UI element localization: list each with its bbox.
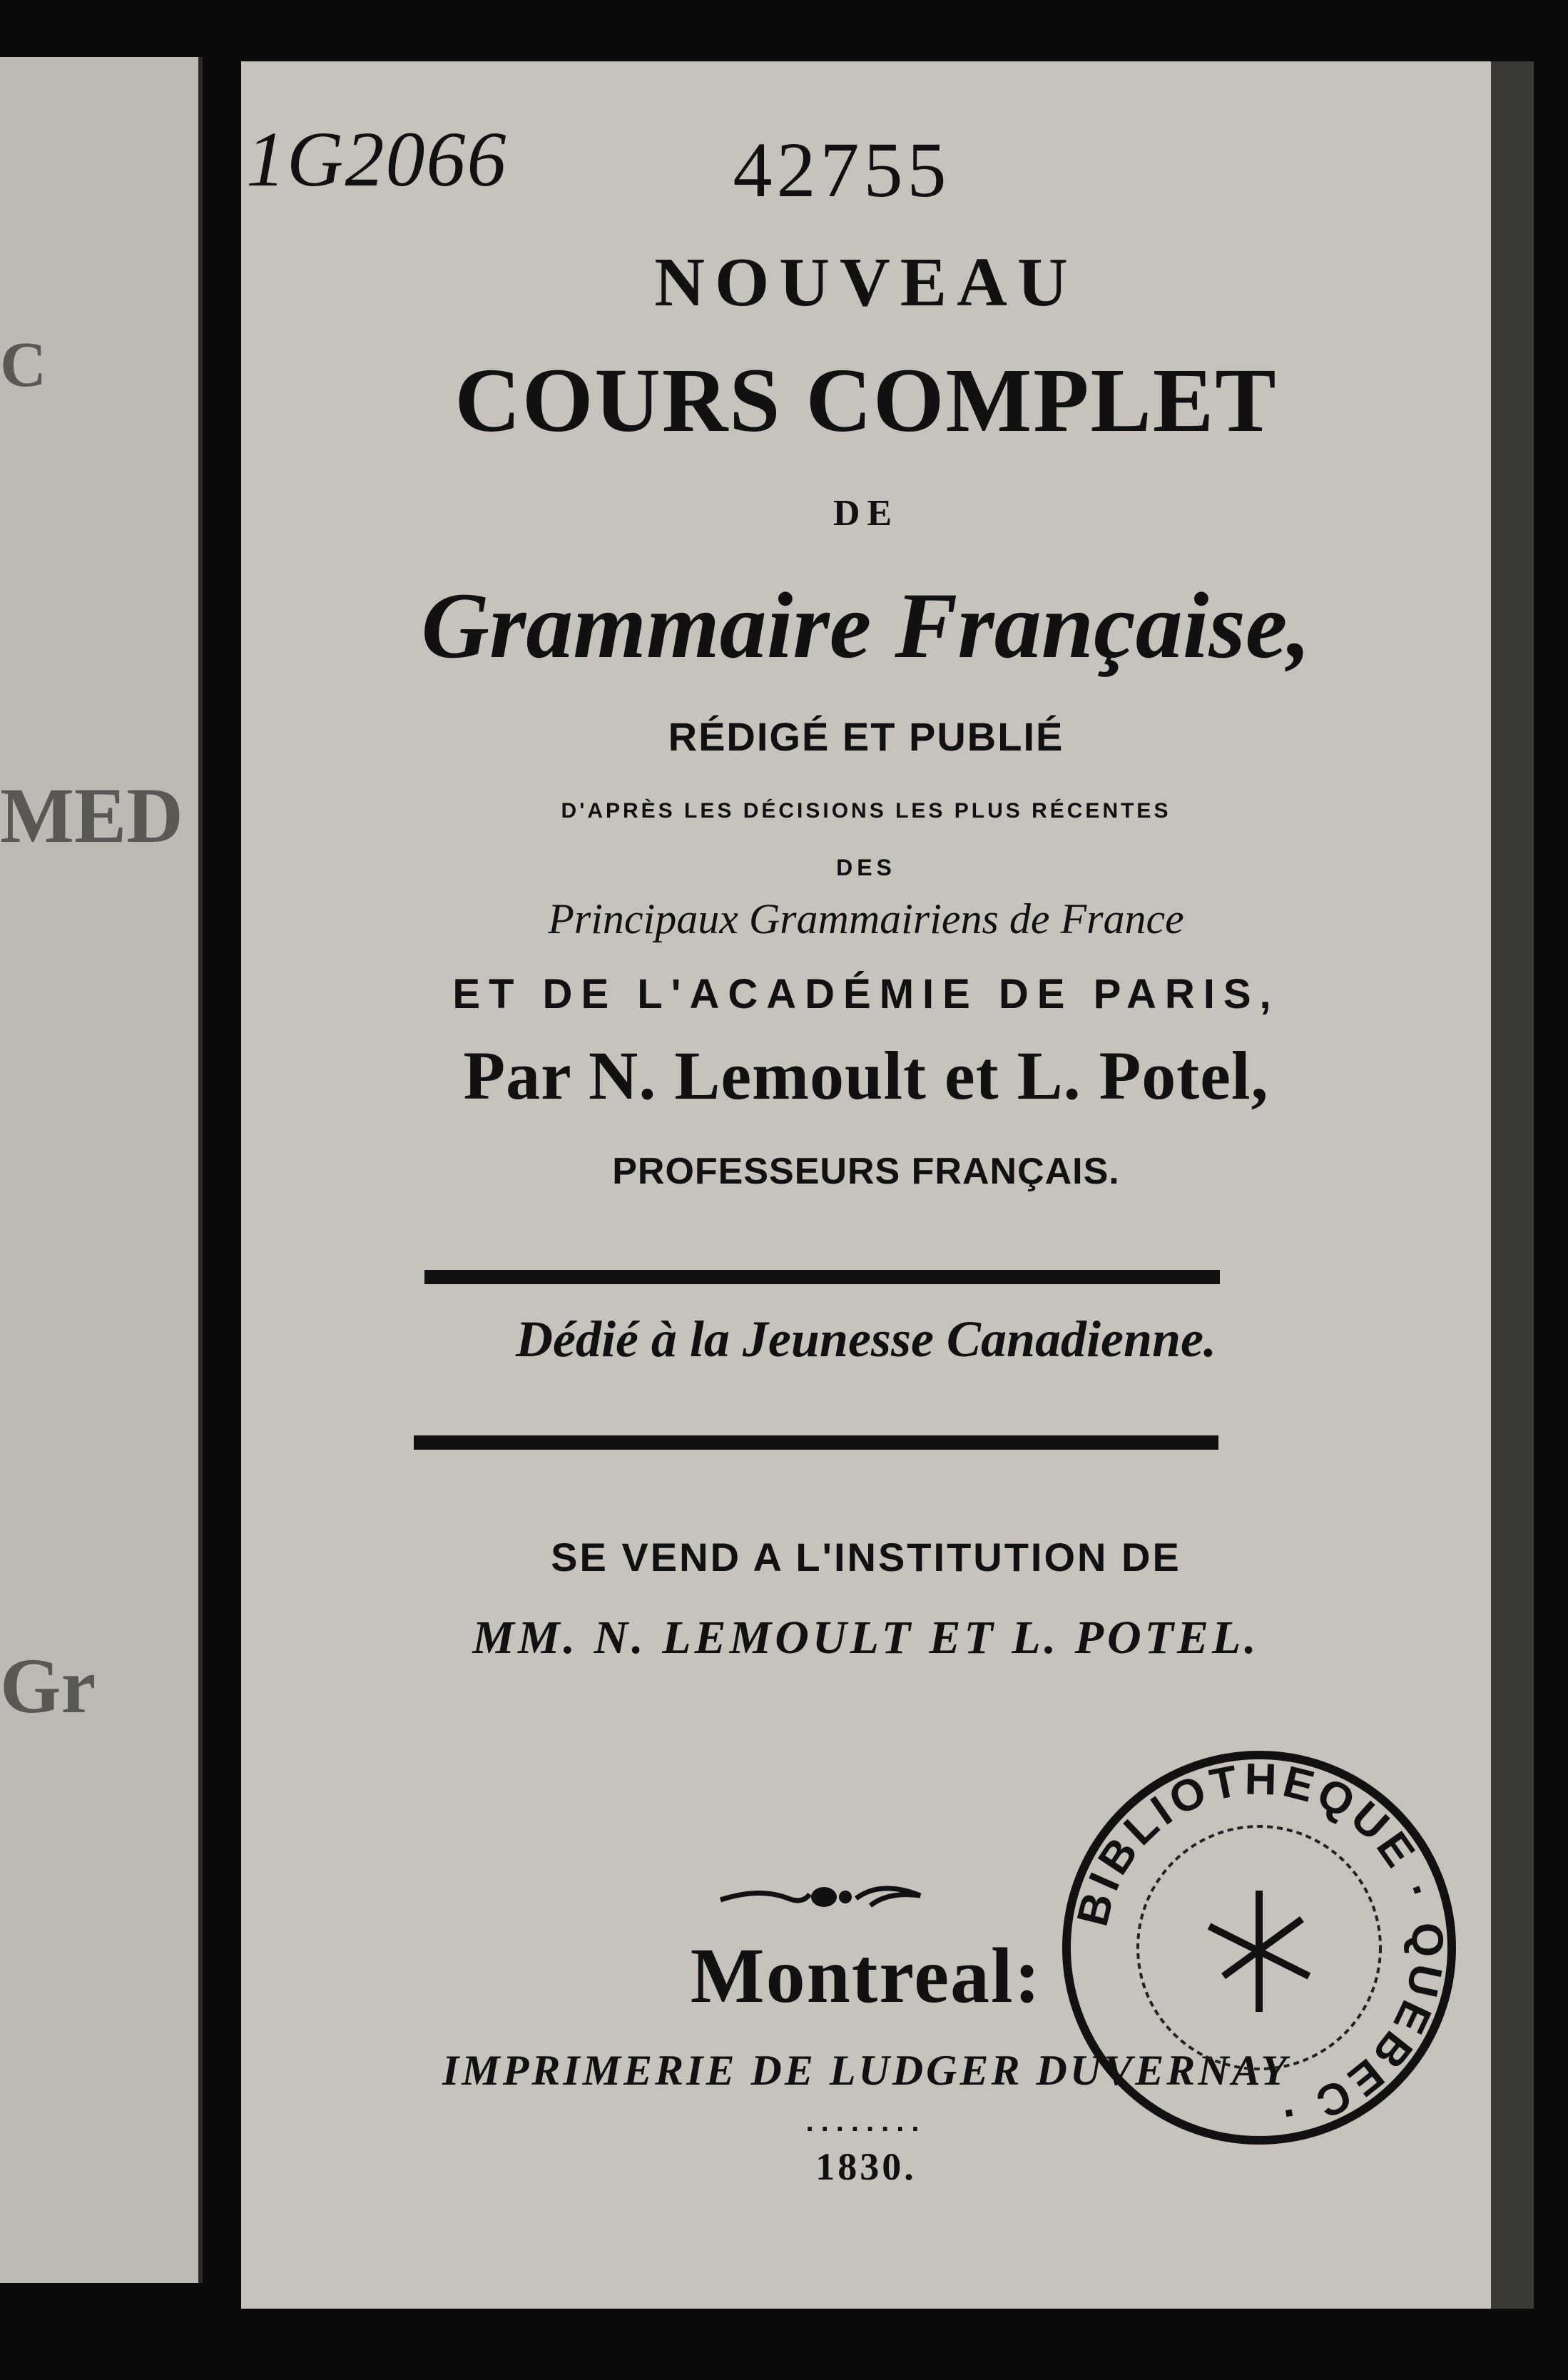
ornament-icon — [717, 1873, 924, 1923]
title-nouveau: NOUVEAU — [654, 244, 1078, 321]
credit-redige: RÉDIGÉ ET PUBLIÉ — [668, 714, 1064, 759]
catalog-number: 42755 — [733, 126, 951, 213]
credit-principaux: Principaux Grammairiens de France — [548, 895, 1184, 942]
authors-line: Par N. Lemoult et L. Potel, — [463, 1037, 1269, 1114]
authors-profession: PROFESSEURS FRANÇAIS. — [612, 1151, 1120, 1192]
sale-line-2: MM. N. LEMOULT ET L. POTEL. — [472, 1612, 1260, 1664]
credit-des: DES — [836, 855, 896, 880]
credit-academie: ET DE L'ACADÉMIE DE PARIS, — [452, 971, 1280, 1017]
facing-page-ghost-text: MED — [0, 772, 183, 859]
imprint-dots: ........ — [805, 2106, 927, 2137]
double-rule-top — [424, 1270, 1220, 1284]
double-rule-bottom — [414, 1435, 1218, 1450]
title-de: DE — [833, 493, 900, 534]
sale-line-1: SE VEND A L'INSTITUTION DE — [551, 1535, 1181, 1580]
dedication: Dédié à la Jeunesse Canadienne. — [516, 1311, 1216, 1368]
book-spine-edge — [1491, 61, 1534, 2309]
facing-page-ghost-text: Gr — [0, 1642, 96, 1729]
facing-page-edge — [0, 57, 203, 2283]
credit-dapres: D'APRÈS LES DÉCISIONS LES PLUS RÉCENTES — [561, 799, 1171, 823]
imprint-city: Montreal: — [690, 1932, 1042, 2019]
title-grammaire: Grammaire Française, — [421, 573, 1311, 678]
stamp-text: BIBLIOTHEQUE · QUEBEC · — [1067, 1754, 1452, 2140]
facing-page-ghost-text: C — [0, 330, 46, 400]
imprint-printer: IMPRIMERIE DE LUDGER DUVERNAY — [442, 2047, 1290, 2094]
handwritten-accession: 1G2066 — [246, 116, 508, 203]
imprint-year: 1830. — [815, 2145, 917, 2188]
title-cours-complet: COURS COMPLET — [454, 350, 1278, 451]
library-stamp-icon — [1052, 1741, 1466, 2155]
